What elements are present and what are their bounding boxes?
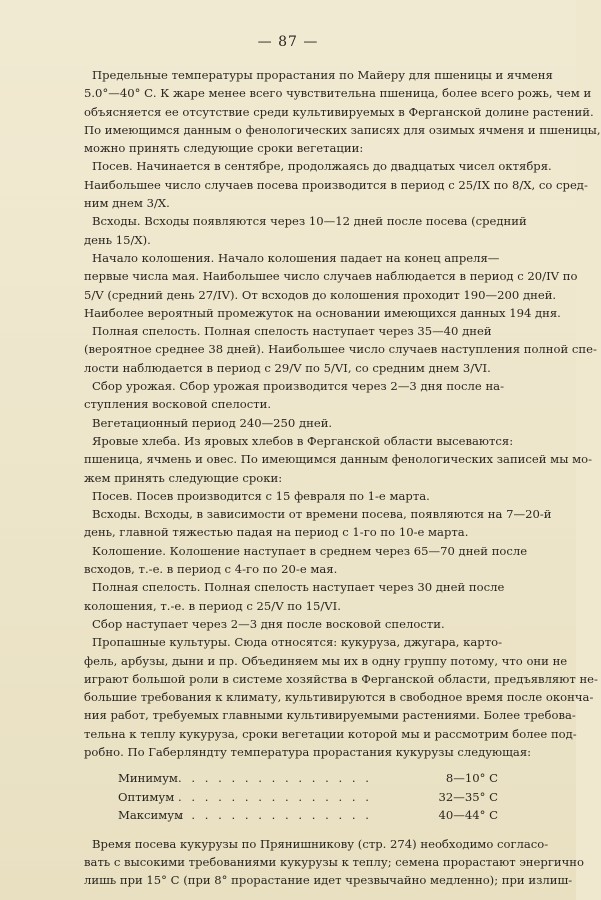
text-line: большие требования к климату, культивируются в свободное время после оконча- [84, 690, 594, 705]
temperature-row-maximum [118, 806, 498, 825]
text-line: Всходы. Всходы, в зависимости от времени посева, появляются на 7—20-й [92, 507, 552, 522]
temperature-table [118, 769, 498, 825]
text-line: вать с высокими требованиями кукурузы к теплу; семена прорастают энергично [84, 855, 584, 870]
text-line: лости наблюдается в период с 29/V по 5/VI, со средним днем 3/VI. [84, 360, 491, 375]
text-line: 5/V (средний день 27/IV). От всходов до колошения проходит 190—200 дней. [84, 287, 557, 302]
text-line: Вегетационный период 240—250 дней. [92, 415, 333, 430]
text-line: можно принять следующие сроки вегетации: [84, 141, 364, 156]
text-line: Пропашные культуры. Сюда относятся: кукуруза, джугара, карто- [92, 635, 503, 650]
temperature-row-optimum [118, 788, 498, 807]
text-line: Полная спелость. Полная спелость наступает через 30 дней после [92, 580, 505, 595]
text-line: лишь при 15° С (при 8° прорастание идет чрезвычайно медленно); при излиш- [84, 873, 573, 888]
text-line: робно. По Габерляндту температура прорастания кукурузы следующая: [84, 744, 532, 759]
text-line: Посев. Посев производится с 15 февраля по 1-е марта. [92, 488, 430, 503]
temperature-label: Минимум [118, 771, 178, 786]
text-line: день, главной тяжестью падая на период с 1-го по 10-е марта. [84, 525, 469, 540]
temperature-label: Максимум [118, 808, 184, 823]
text-line: ступления восковой спелости. [84, 397, 272, 412]
text-line: Яровые хлеба. Из яровых хлебов в Ферганской области высеваются: [92, 433, 514, 448]
text-line: тельна к теплу кукуруза, сроки вегетации которой мы и рассмотрим более под- [84, 726, 577, 741]
dot-leader: . . . . . . . . . . . . . . . [178, 771, 372, 786]
text-line: (вероятное среднее 38 дней). Наибольшее число случаев наступления полной спе- [84, 342, 597, 357]
text-line: Время посева кукурузы по Прянишникову (стр. 274) необходимо согласо- [92, 836, 549, 851]
temperature-value: 32—35° С [438, 789, 498, 804]
text-line: Начало колошения. Начало колошения падает на конец апреля— [92, 250, 500, 265]
text-line: Наиболее вероятный промежуток на основании имеющихся данных 194 дня. [84, 305, 561, 320]
text-line: пшеница, ячмень и овес. По имеющимся данным фенологических записей мы мо- [84, 452, 593, 467]
dot-leader: . . . . . . . . . . . . . . . [178, 808, 372, 823]
text-line: жем принять следующие сроки: [84, 470, 283, 485]
text-line: Сбор наступает через 2—3 дня после восковой спелости. [92, 616, 445, 631]
temperature-label: Оптимум [118, 789, 175, 804]
text-line: колошения, т.-е. в период с 25/V по 15/VI. [84, 598, 341, 613]
text-line: Полная спелость. Полная спелость наступает через 35—40 дней [92, 324, 492, 339]
temperature-value: 40—44° С [438, 808, 498, 823]
text-line: 5.0°—40° С. К жаре менее всего чувствительна пшеница, более всего рожь, чем и [84, 86, 592, 101]
temperature-value: 8—10° С [445, 771, 498, 786]
text-line: Предельные температуры прорастания по Майеру для пшеницы и ячменя [92, 68, 553, 82]
text-line: Сбор урожая. Сбор урожая производится через 2—3 дня после на- [92, 379, 505, 394]
continuation-text [84, 835, 584, 890]
text-line: По имеющимся данным о фенологических записях для озимых ячменя и пшеницы, [84, 122, 601, 137]
text-line: первые числа мая. Наибольшее число случаев наблюдается в период с 20/IV по [84, 269, 578, 284]
text-line: день 15/X). [84, 232, 151, 247]
text-line: играют большой роли в системе хозяйства в Ферганской области, предъявляют не- [84, 671, 598, 686]
text-line: фель, арбузы, дыни и пр. Объединяем мы их в одну группу потому, что они не [84, 653, 568, 668]
main-text [84, 66, 601, 761]
text-line: ния работ, требуемых главными культивируемыми растениями. Более требова- [84, 708, 576, 723]
page-body [84, 66, 601, 890]
page-number: — 87 — [257, 34, 319, 50]
temperature-row-minimum [118, 769, 498, 788]
text-line: объясняется ее отсутствие среди культивируемых в Ферганской долине растений. [84, 104, 594, 119]
text-line: Колошение. Колошение наступает в среднем через 65—70 дней после [92, 543, 528, 558]
text-line: всходов, т.-е. в период с 4-го по 20-е мая. [84, 562, 338, 577]
text-line: Наибольшее число случаев посева производится в период с 25/IX по 8/X, со сред- [84, 177, 588, 192]
text-line: Посев. Начинается в сентябре, продолжаясь до двадцатых чисел октября. [92, 159, 552, 174]
text-line: Всходы. Всходы появляются через 10—12 дней после посева (средний [92, 214, 527, 229]
text-line: ним днем 3/X. [84, 196, 170, 211]
dot-leader: . . . . . . . . . . . . . . . [178, 789, 372, 804]
